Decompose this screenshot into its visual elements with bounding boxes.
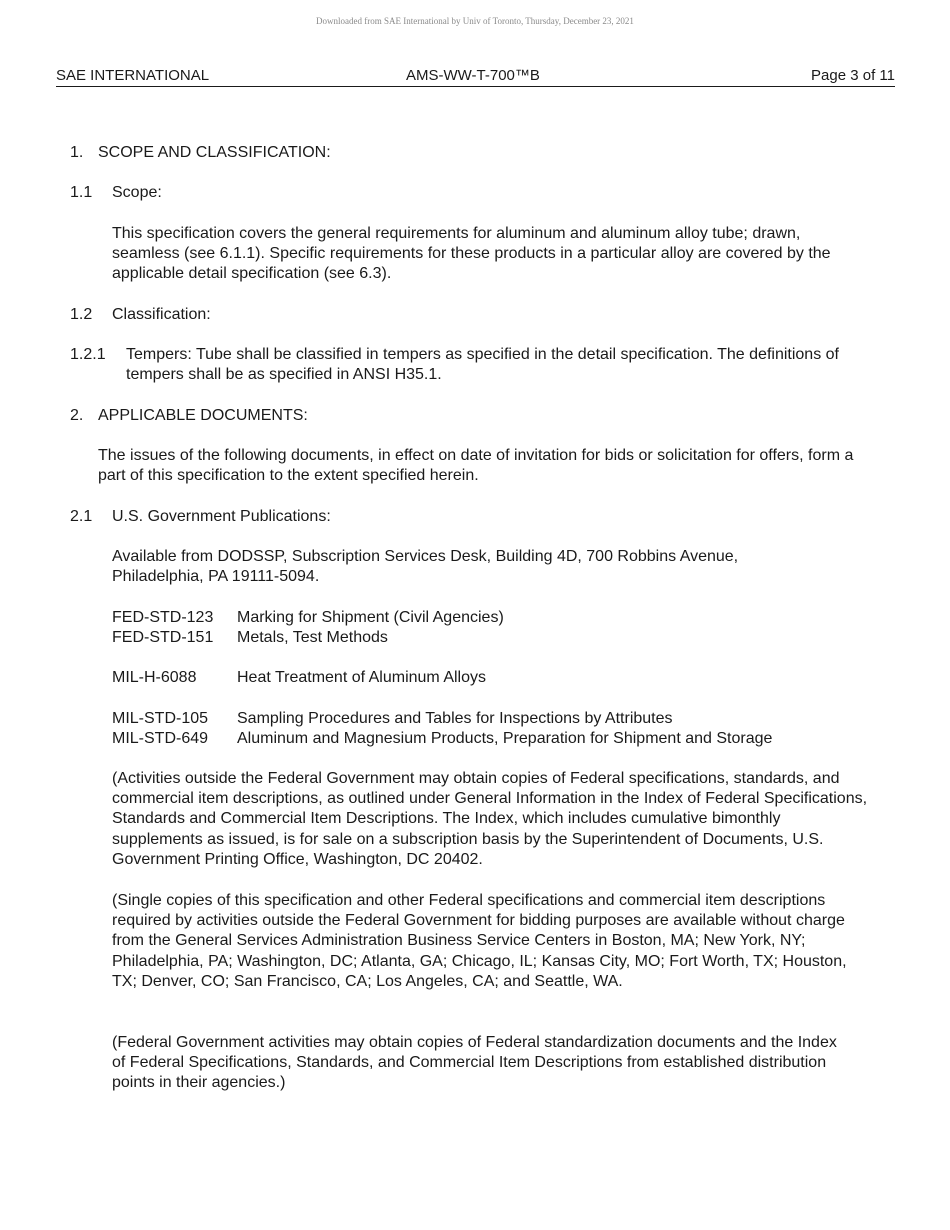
header-document-number: AMS-WW-T-700™B bbox=[406, 67, 540, 84]
document-id: FED-STD-151 bbox=[112, 629, 214, 646]
section-1-2-number: 1.2 bbox=[70, 306, 93, 323]
document-title: Metals, Test Methods bbox=[237, 629, 388, 646]
section-1-number: 1. bbox=[70, 144, 84, 161]
note-federal-specifications: (Activities outside the Federal Government may obtain copies of Federal specifications, standards, and commercial item descriptions, as outlined under General Information in the Index of Federal Specifications, Standards and Commercial Item Descriptions. The Index, which includes cumulative bimonthly supplements as issued, is for sale on a subscription basis by the Superintendent of Documents, U.S. Government Printing Office, Washington, DC 20402. bbox=[112, 770, 868, 868]
section-1-1-title: Scope: bbox=[112, 184, 162, 201]
document-title: Aluminum and Magnesium Products, Preparation for Shipment and Storage bbox=[237, 730, 773, 747]
section-2-title: APPLICABLE DOCUMENTS: bbox=[98, 407, 308, 424]
download-watermark: Downloaded from SAE International by Univ of Toronto, Thursday, December 23, 2021 bbox=[316, 16, 634, 26]
document-id: MIL-STD-105 bbox=[112, 710, 209, 727]
section-1-2-title: Classification: bbox=[112, 306, 211, 323]
document-title: Marking for Shipment (Civil Agencies) bbox=[237, 609, 504, 626]
page-header bbox=[56, 66, 895, 87]
section-1-2-1-text: Tempers: Tube shall be classified in tempers as specified in the detail specification. The definitions of tempers shall be as specified in ANSI H35.1. bbox=[126, 346, 839, 384]
document-title: Sampling Procedures and Tables for Inspections by Attributes bbox=[237, 710, 673, 727]
section-2-text: The issues of the following documents, in effect on date of invitation for bids or solicitation for offers, form a part of this specification to the extent specified herein. bbox=[98, 447, 854, 485]
section-2-1-number: 2.1 bbox=[70, 508, 93, 525]
header-page-number: Page 3 of 11 bbox=[811, 67, 895, 84]
section-2-1-title: U.S. Government Publications: bbox=[112, 508, 331, 525]
section-1-1-number: 1.1 bbox=[70, 184, 93, 201]
section-1-title: SCOPE AND CLASSIFICATION: bbox=[98, 144, 331, 161]
note-single-copies: (Single copies of this specification and other Federal specifications and commercial item descriptions required by activities outside the Federal Government for bidding purposes are available without charge from the General Services Administration Business Service Centers in Boston, MA; New York, NY; Philadelphia, PA; Washington, DC; Atlanta, GA; Chicago, IL; Kansas City, MO; Fort Worth, TX; Houston, TX; Denver, CO; San Francisco, CA; Los Angeles, CA; and Seattle, WA. bbox=[112, 892, 847, 990]
document-id: MIL-H-6088 bbox=[112, 669, 197, 686]
note-federal-activities: (Federal Government activities may obtain copies of Federal standardization documents and the Index of Federal Specifications, Standards, and Commercial Item Descriptions from established distribution points in their agencies.) bbox=[112, 1034, 837, 1092]
section-2-number: 2. bbox=[70, 407, 84, 424]
header-organization: SAE INTERNATIONAL bbox=[56, 67, 210, 84]
section-1-2-1-number: 1.2.1 bbox=[70, 346, 106, 363]
document-title: Heat Treatment of Aluminum Alloys bbox=[237, 669, 486, 686]
document-id: FED-STD-123 bbox=[112, 609, 214, 626]
document-id: MIL-STD-649 bbox=[112, 730, 209, 747]
section-1-1-text: This specification covers the general requirements for aluminum and aluminum alloy tube; drawn, seamless (see 6.1.1). Specific requirements for these products in a particular alloy are covered by the applicable detail specification (see 6.3). bbox=[112, 225, 831, 283]
section-2-1-availability: Available from DODSSP, Subscription Services Desk, Building 4D, 700 Robbins Avenue, Philadelphia, PA 19111-5094. bbox=[112, 548, 739, 586]
